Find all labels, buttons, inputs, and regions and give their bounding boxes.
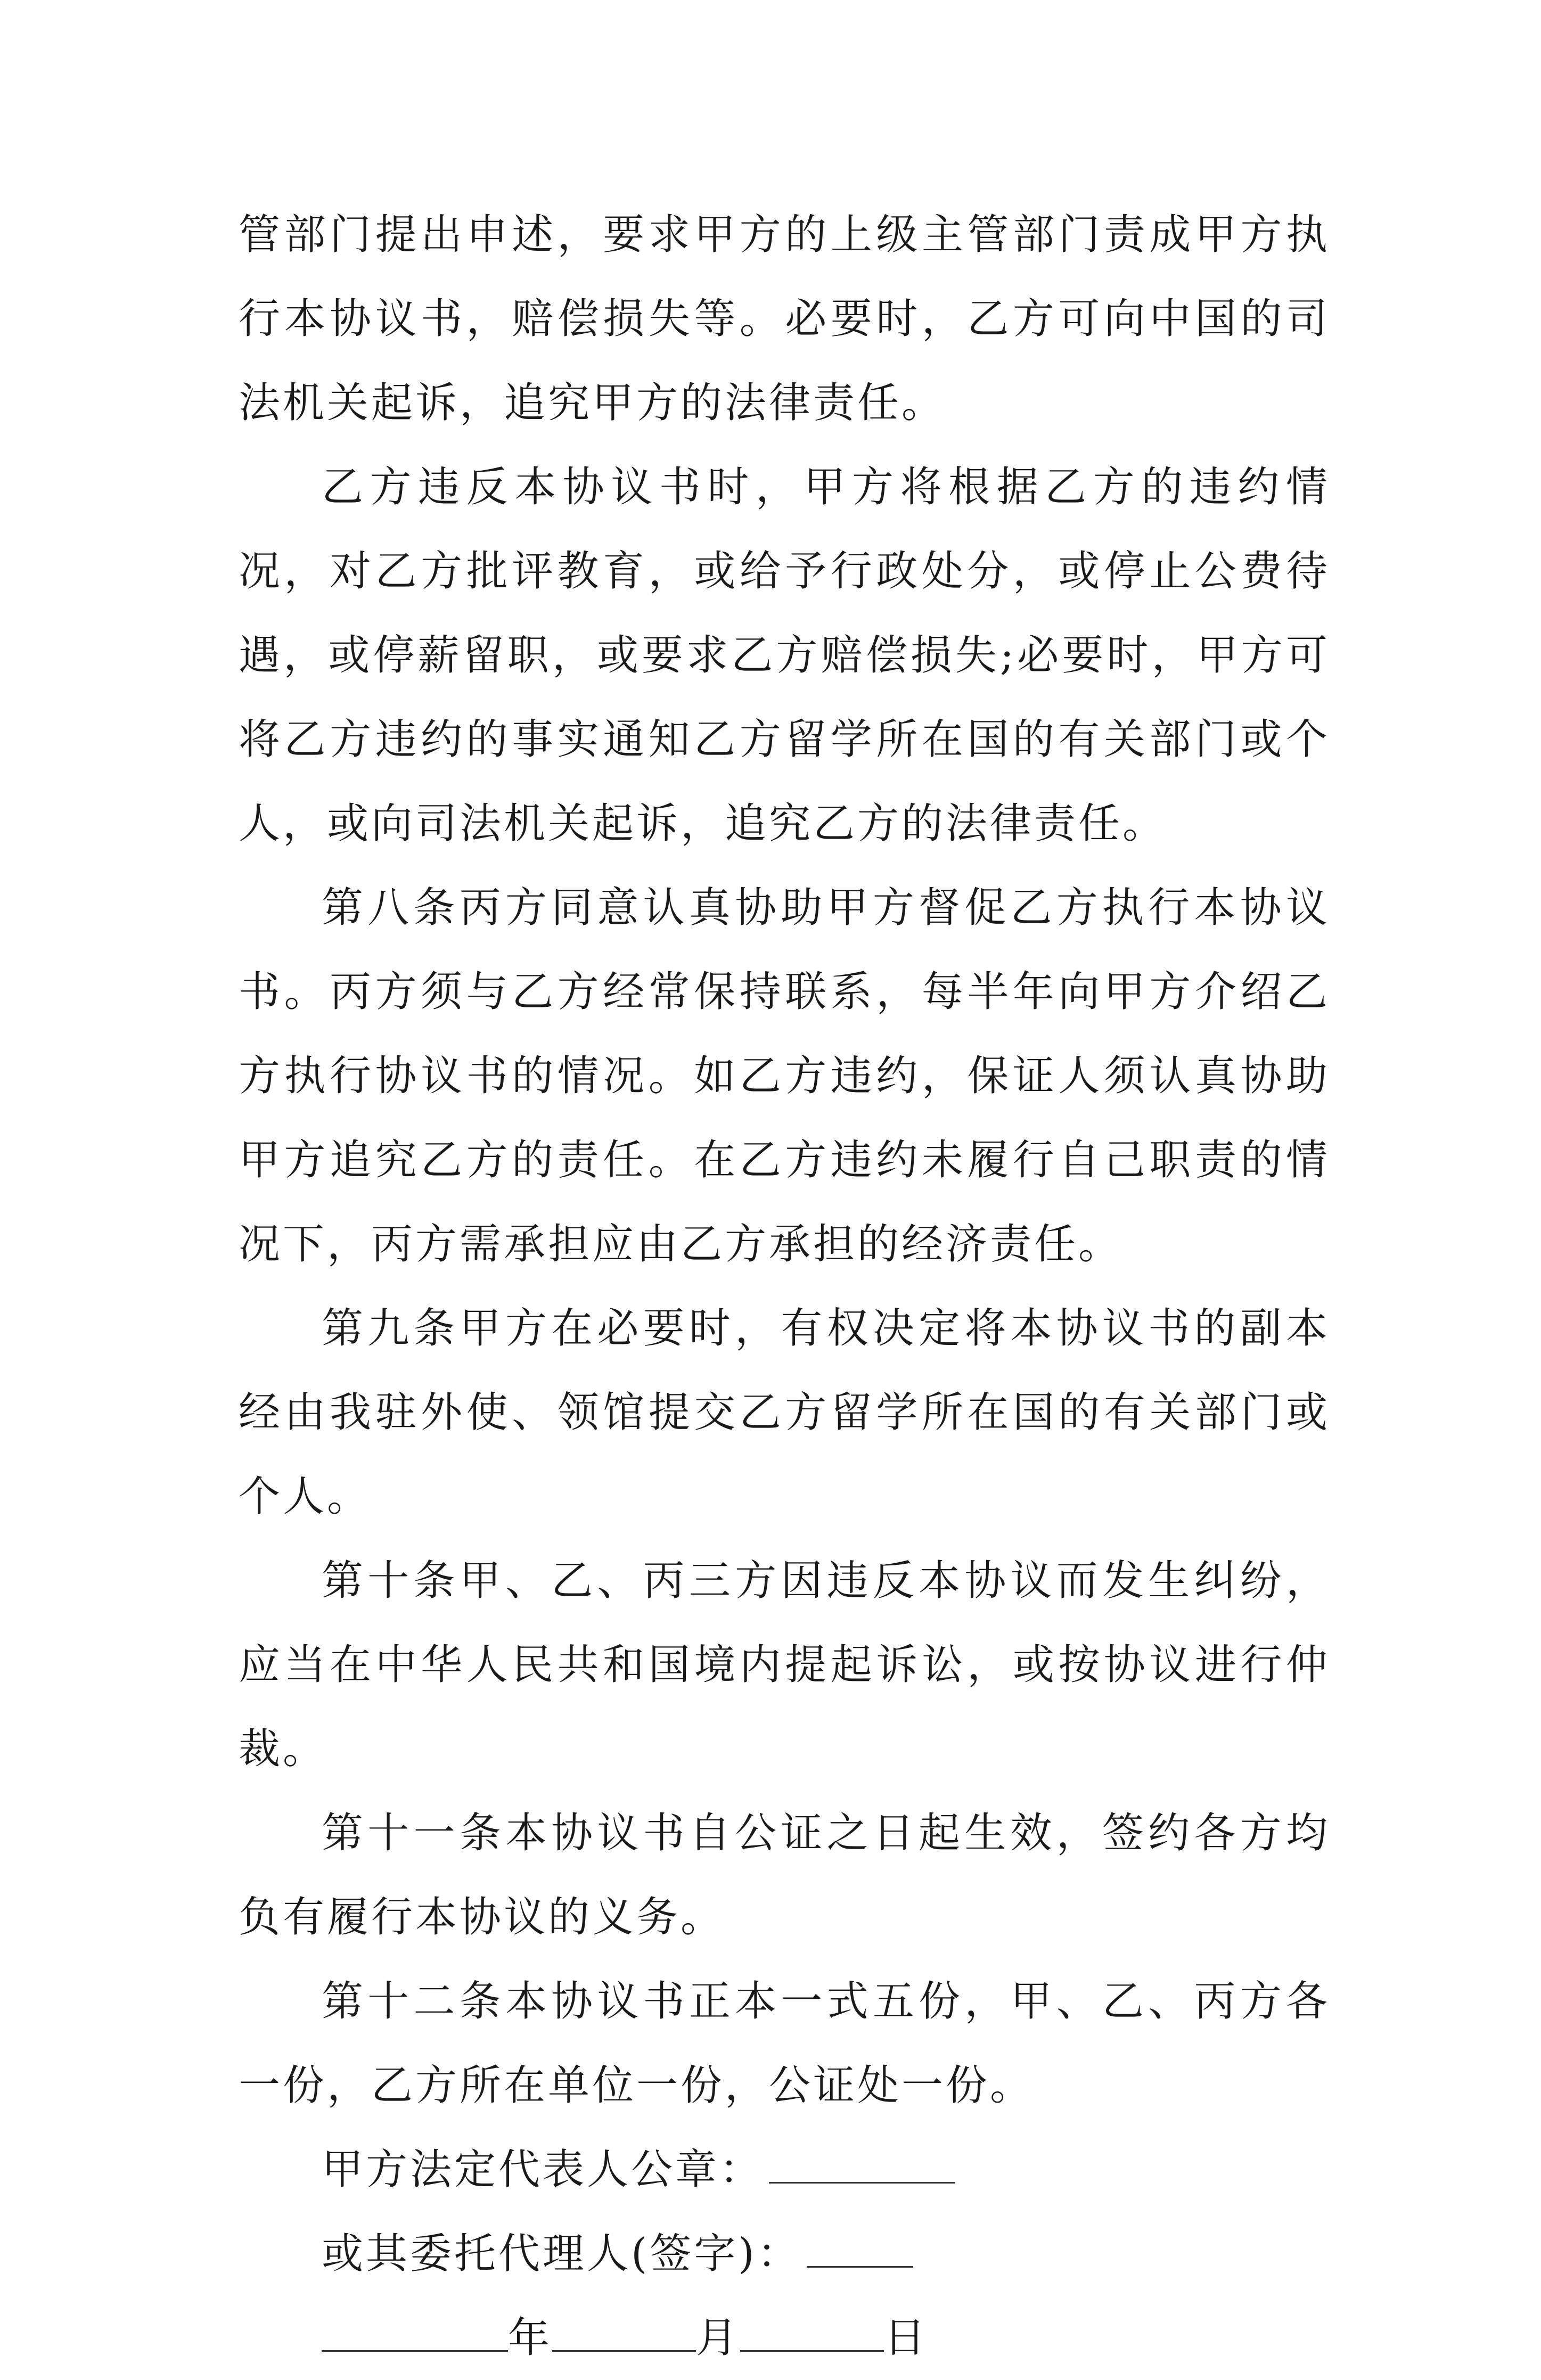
month-label: 月 <box>696 2314 741 2362</box>
agent-signature-line <box>239 2212 1330 2296</box>
seal-blank <box>769 2145 955 2184</box>
day-label: 日 <box>884 2314 929 2362</box>
month-blank <box>552 2313 696 2352</box>
paragraph-article-11: 第十一条本协议书自公证之日起生效，签约各方均负有履行本协议的义务。 <box>239 1809 1330 1941</box>
seal-line <box>239 2128 1330 2212</box>
year-label: 年 <box>508 2314 553 2362</box>
agent-signature-label: 或其委托代理人(签字)： <box>322 2230 801 2278</box>
date-line <box>239 2296 1330 2380</box>
year-blank <box>322 2313 508 2352</box>
document-page <box>239 193 1330 2380</box>
paragraph-article-8: 第八条丙方同意认真协助甲方督促乙方执行本协议书。丙方须与乙方经常保持联系，每半年向甲方介绍乙方执行协议书的情况。如乙方违约，保证人须认真协助甲方追究乙方的责任。在乙方违约未履行自己职责的情况下，丙方需承担应由乙方承担的经济责任。 <box>239 884 1330 1268</box>
paragraph-party-b-breach: 乙方违反本协议书时，甲方将根据乙方的违约情况，对乙方批评教育，或给予行政处分，或停止公费待遇，或停薪留职，或要求乙方赔偿损失;必要时，甲方可将乙方违约的事实通知乙方留学所在国的有关部门或个人，或向司法机关起诉，追究乙方的法律责任。 <box>239 463 1330 848</box>
paragraph-article-9: 第九条甲方在必要时，有权决定将本协议书的副本经由我驻外使、领馆提交乙方留学所在国的有关部门或个人。 <box>239 1304 1330 1521</box>
seal-label: 甲方法定代表人公章： <box>322 2146 764 2194</box>
paragraph-article-12: 第十二条本协议书正本一式五份，甲、乙、丙方各一份，乙方所在单位一份，公证处一份。 <box>239 1977 1330 2110</box>
paragraph-article-10: 第十条甲、乙、丙三方因违反本协议而发生纠纷，应当在中华人民共和国境内提起诉讼，或按协议进行仲裁。 <box>239 1557 1330 1773</box>
agent-signature-blank <box>807 2229 913 2268</box>
day-blank <box>740 2313 884 2352</box>
paragraph-continuation: 管部门提出申述，要求甲方的上级主管部门责成甲方执行本协议书，赔偿损失等。必要时，乙方可向中国的司法机关起诉，追究甲方的法律责任。 <box>239 211 1330 427</box>
